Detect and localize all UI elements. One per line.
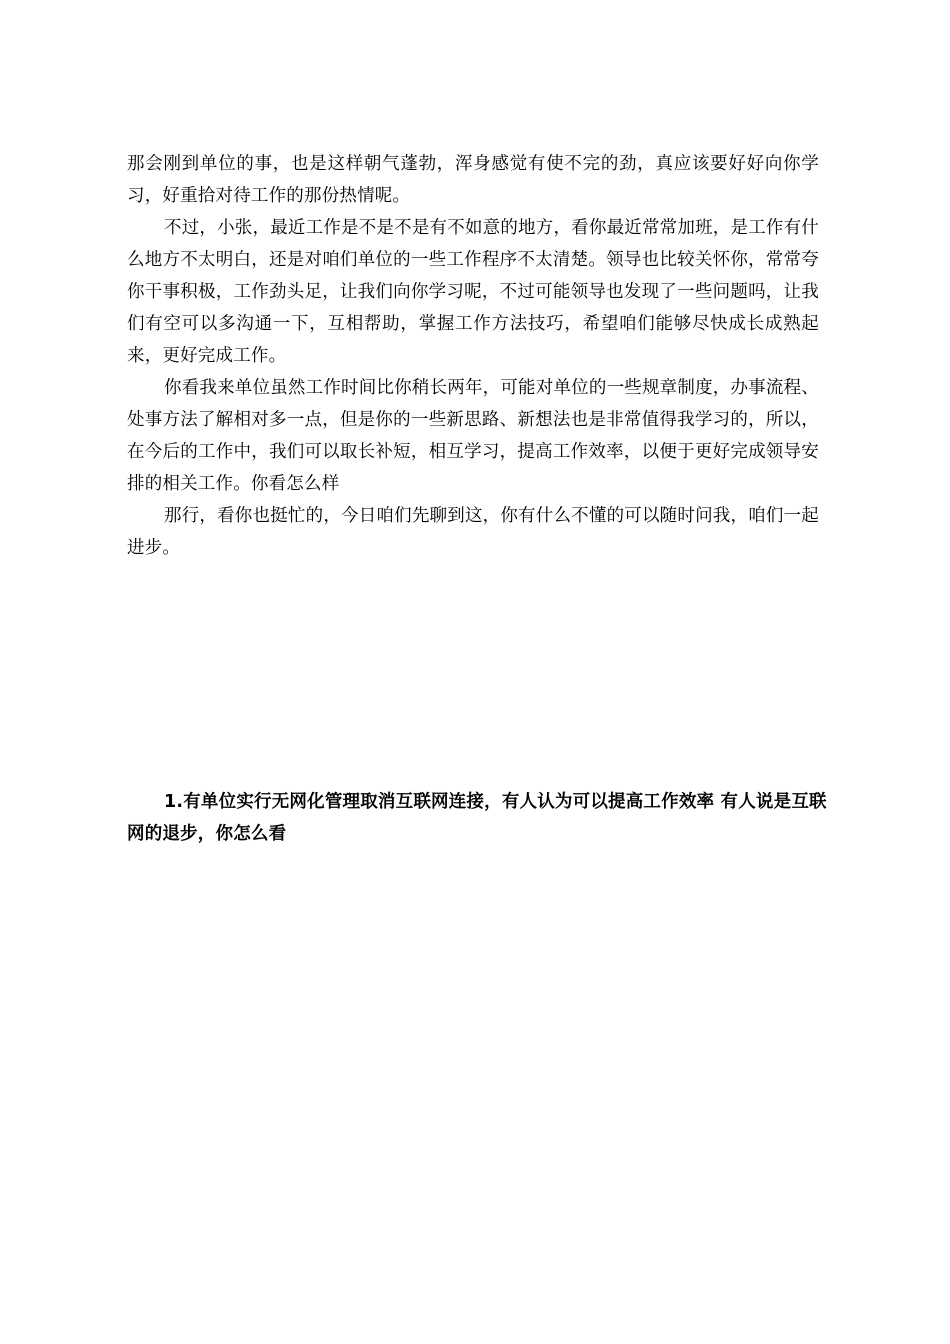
question-number: 1. <box>164 792 184 812</box>
question-text: 有单位实行无网化管理取消互联网连接，有人认为可以提高工作效率 有人说是互联网的退步，你怎么看 <box>127 792 827 844</box>
paragraph-3: 你看我来单位虽然工作时间比你稍长两年，可能对单位的一些规章制度，办事流程、处事方法了解相对多一点，但是你的一些新思路、新想法也是非常值得我学习的，所以，在今后的工作中，我们可以取长补短，相互学习，提高工作效率，以便于更好完成领导安排的相关工作。你看怎么样 <box>127 378 819 494</box>
paragraph-2: 不过，小张，最近工作是不是不是有不如意的地方，看你最近常常加班，是工作有什么地方不太明白，还是对咱们单位的一些工作程序不太清楚。领导也比较关怀你，常常夸你干事积极，工作劲头足，让我们向你学习呢，不过可能领导也发现了一些问题吗，让我们有空可以多沟通一下，互相帮助，掌握工作方法技巧，希望咱们能够尽快成长成熟起来，更好完成工作。 <box>127 218 819 366</box>
body-text <box>127 148 819 564</box>
question-heading <box>127 786 829 850</box>
paragraph-4: 那行，看你也挺忙的，今日咱们先聊到这，你有什么不懂的可以随时问我，咱们一起进步。 <box>127 506 819 558</box>
paragraph-1: 那会刚到单位的事，也是这样朝气蓬勃，浑身感觉有使不完的劲，真应该要好好向你学习，好重拾对待工作的那份热情呢。 <box>127 154 819 206</box>
